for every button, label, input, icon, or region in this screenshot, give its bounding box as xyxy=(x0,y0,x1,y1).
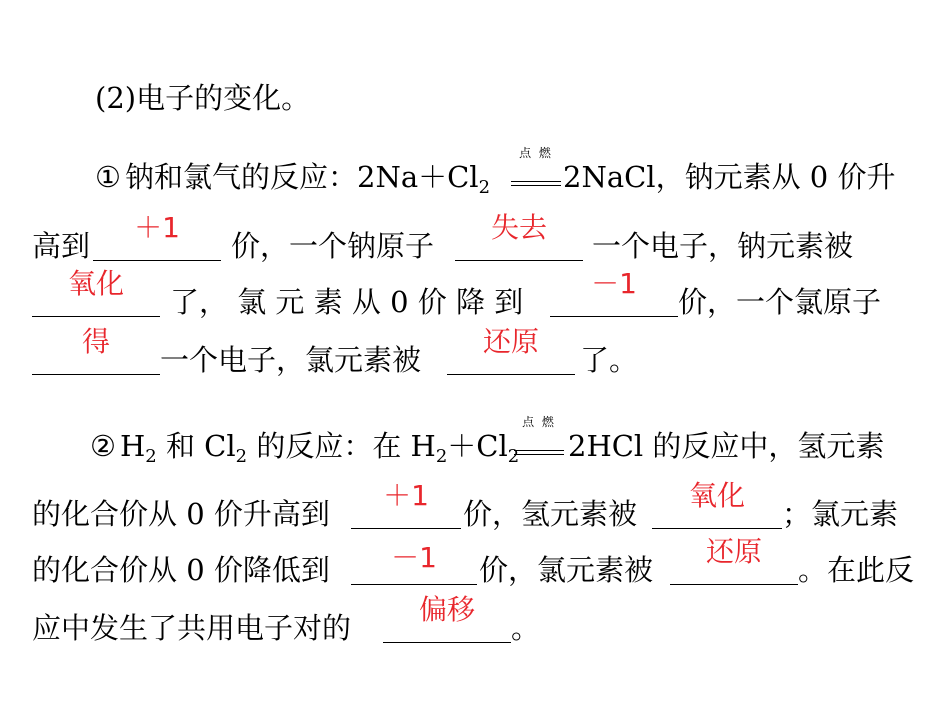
item2-line2-b: 价，氢元素被 xyxy=(463,497,638,531)
answer-cl-valence: －1 xyxy=(591,267,637,300)
item1-product: 2NaCl，钠元素从 0 价升 xyxy=(563,160,896,194)
blank-na-state[interactable] xyxy=(32,267,160,322)
blank-underline xyxy=(383,642,511,643)
item2-intro: $H_2$ 和 $Cl_2$ 的反应：在 $H_2+Cl_2$ xyxy=(120,429,520,467)
item2-line4-a: 应中发生了共用电子对的 xyxy=(32,611,352,645)
blank-h-valence[interactable] xyxy=(351,479,461,534)
blank-na-valence[interactable] xyxy=(93,211,221,266)
blank-cl-state-2[interactable] xyxy=(670,535,798,590)
item2-line4-b: 。 xyxy=(511,611,541,645)
item1-line4-c: 了。 xyxy=(580,343,639,377)
answer-h-valence: ＋1 xyxy=(383,479,429,512)
item2-condition-label: 点 燃 xyxy=(522,415,556,429)
item2-equals-sign xyxy=(514,450,564,455)
answer-cl-valence-2: －1 xyxy=(391,541,437,574)
item1-line2-a: 高到 xyxy=(32,229,91,263)
blank-cl-valence[interactable] xyxy=(550,267,678,322)
blank-underline xyxy=(447,374,575,375)
answer-cl-state: 还原 xyxy=(482,325,539,358)
blank-pair-shift[interactable] xyxy=(383,593,511,648)
answer-cl-electron: 得 xyxy=(81,325,110,358)
item2-line3-b: 价，氯元素被 xyxy=(479,553,654,587)
blank-underline xyxy=(670,584,798,585)
blank-underline xyxy=(93,260,221,261)
item1-line2-b: 价，一个钠原子 xyxy=(231,229,435,263)
answer-na-valence: ＋1 xyxy=(134,211,180,244)
answer-na-state: 氧化 xyxy=(67,267,124,300)
item2-line3-c: 。在此反 xyxy=(798,553,915,587)
item1-intro: 钠和氯气的反应：$2Na+Cl_2$ xyxy=(125,160,491,198)
answer-pair-shift: 偏移 xyxy=(418,593,475,626)
item1-marker: ① xyxy=(95,160,121,194)
blank-cl-state[interactable] xyxy=(447,325,575,380)
blank-h-state[interactable] xyxy=(652,479,782,534)
item2-marker: ② xyxy=(90,429,116,463)
item1-condition-label: 点 燃 xyxy=(519,146,553,160)
blank-cl-valence-2[interactable] xyxy=(351,541,477,590)
blank-underline xyxy=(351,584,477,585)
item2-line2-a: 的化合价从 0 价升高到 xyxy=(32,497,330,531)
blank-underline xyxy=(351,528,461,529)
blank-underline xyxy=(550,316,678,317)
item1-equals-sign xyxy=(511,181,561,186)
item2-product: 2HCl 的反应中，氢元素 xyxy=(568,429,885,463)
blank-underline xyxy=(455,260,583,261)
item2-line3-a: 的化合价从 0 价降低到 xyxy=(32,553,330,587)
answer-h-state: 氧化 xyxy=(688,479,745,512)
item1-line3-c: 价，一个氯原子 xyxy=(678,285,882,319)
blank-underline xyxy=(32,374,160,375)
item1-line4-b: 一个电子，氯元素被 xyxy=(160,343,422,377)
item1-line3-b: 了， 氯 元 素 从 0 价 降 到 xyxy=(170,285,524,319)
heading-text: (2)电子的变化。 xyxy=(95,81,311,115)
item1-line2-c: 一个电子，钠元素被 xyxy=(592,229,854,263)
blank-na-electron[interactable] xyxy=(455,211,583,266)
blank-underline xyxy=(32,316,160,317)
answer-cl-state-2: 还原 xyxy=(705,535,762,568)
answer-na-electron: 失去 xyxy=(490,211,547,244)
blank-cl-electron[interactable] xyxy=(32,325,160,380)
item2-line2-c: ；氯元素 xyxy=(782,497,899,531)
blank-underline xyxy=(652,528,782,529)
